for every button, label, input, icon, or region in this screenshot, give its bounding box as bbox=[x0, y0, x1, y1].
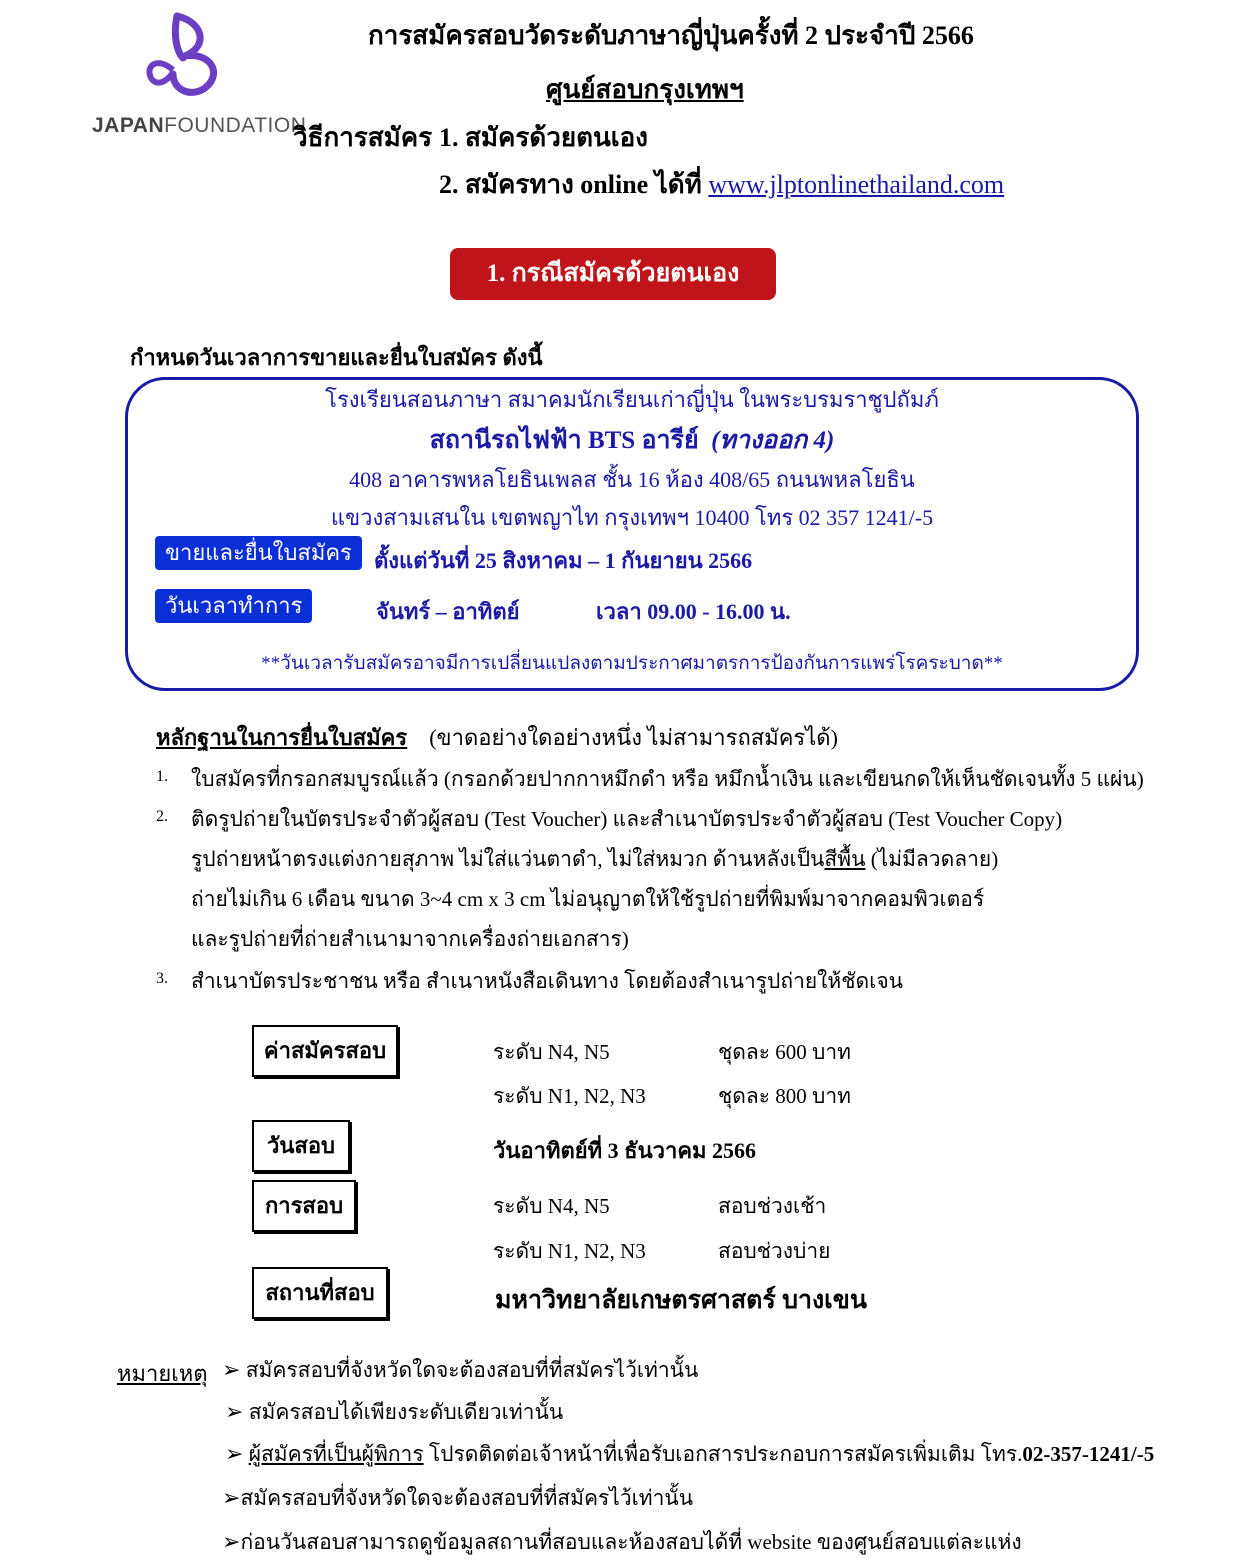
note-item-1: ➢ สมัครสอบที่จังหวัดใดจะต้องสอบที่ที่สมัครไว้เท่านั้น bbox=[222, 1358, 699, 1383]
exam-session-label: การสอบ bbox=[252, 1180, 356, 1232]
fee-level-1: ระดับ N4, N5 bbox=[493, 1040, 610, 1064]
office-time: เวลา 09.00 - 16.00 น. bbox=[596, 599, 791, 624]
evidence-item-3-number: 3. bbox=[156, 970, 168, 987]
session-level-1: ระดับ N4, N5 bbox=[493, 1194, 610, 1218]
office-hours-tag: วันเวลาทำการ bbox=[155, 589, 312, 623]
venue-school: โรงเรียนสอนภาษา สมาคมนักเรียนเก่าญี่ปุ่น ในพระบรมราชูปถัมภ์ bbox=[325, 387, 939, 412]
logo-wordmark: JAPANFOUNDATION bbox=[92, 114, 307, 137]
sale-period-tag: ขายและยื่นใบสมัคร bbox=[155, 536, 362, 570]
fee-level-2: ระดับ N1, N2, N3 bbox=[493, 1084, 646, 1108]
exam-place: มหาวิทยาลัยเกษตรศาสตร์ บางเขน bbox=[495, 1287, 867, 1314]
evidence-item-2-line-3: ถ่ายไม่เกิน 6 เดือน ขนาด 3~4 cm x 3 cm ไม่อนุญาตให้ใช้รูปถ่ายที่พิมพ์มาจากคอมพิวเตอร์ bbox=[191, 887, 985, 911]
note-item-5: ➢ก่อนวันสอบสามารถดูข้อมูลสถานที่สอบและห้องสอบได้ที่ website ของศูนย์สอบแต่ละแห่ง bbox=[222, 1530, 1022, 1555]
session-time-2: สอบช่วงบ่าย bbox=[718, 1239, 831, 1263]
evidence-item-2-line-1: ติดรูปถ่ายในบัตรประจำตัวผู้สอบ (Test Voucher) และสำเนาบัตรประจำตัวผู้สอบ (Test Voucher Copy) bbox=[191, 807, 1063, 831]
fee-price-1: ชุดละ 600 บาท bbox=[718, 1040, 852, 1064]
exam-center: ศูนย์สอบกรุงเทพฯ bbox=[546, 75, 744, 104]
evidence-item-1: ใบสมัครที่กรอกสมบูรณ์แล้ว (กรอกด้วยปากกาหมึกดำ หรือ หมึกน้ำเงิน และเขียนกดให้เห็นชัดเจนทั้ง 5 แผ่น) bbox=[191, 767, 1144, 791]
evidence-item-1-number: 1. bbox=[156, 768, 168, 785]
schedule-heading: กำหนดวันเวลาการขายและยื่นใบสมัคร ดังนี้ bbox=[130, 345, 543, 370]
evidence-heading-note: (ขาดอย่างใดอย่างหนึ่ง ไม่สามารถสมัครได้) bbox=[429, 725, 838, 750]
venue-station: สถานีรถไฟฟ้า BTS อารีย์ (ทางออก 4) bbox=[429, 427, 835, 454]
note-item-3: ➢ ผู้สมัครที่เป็นผู้พิการ โปรดติดต่อเจ้าหน้าที่เพื่อรับเอกสารประกอบการสมัครเพิ่มเติม โทร.02-357-1241/-5 bbox=[225, 1442, 1155, 1467]
exam-place-label: สถานที่สอบ bbox=[252, 1267, 388, 1319]
evidence-heading: หลักฐานในการยื่นใบสมัคร bbox=[156, 725, 408, 750]
arrow-bullet-icon: ➢ bbox=[222, 1358, 241, 1383]
note-item-4: ➢สมัครสอบที่จังหวัดใดจะต้องสอบที่ที่สมัครไว้เท่านั้น bbox=[222, 1486, 694, 1511]
arrow-bullet-icon: ➢ bbox=[225, 1400, 244, 1425]
session-time-1: สอบช่วงเช้า bbox=[718, 1194, 827, 1218]
evidence-heading-row bbox=[156, 720, 838, 755]
evidence-item-2-number: 2. bbox=[156, 808, 168, 825]
method-2: 2. สมัครทาง online ได้ที่ www.jlptonlinethailand.com bbox=[439, 170, 1005, 199]
arrow-bullet-icon: ➢ bbox=[222, 1486, 241, 1511]
jlpt-online-link[interactable]: www.jlptonlinethailand.com bbox=[708, 170, 1005, 199]
evidence-item-2-line-2: รูปถ่ายหน้าตรงแต่งกายสุภาพ ไม่ใส่แว่นตาดำ, ไม่ใส่หมวก ด้านหลังเป็นสีพื้น (ไม่มีลวดลาย) bbox=[191, 847, 999, 871]
page-title: การสมัครสอบวัดระดับภาษาญี่ปุ่นครั้งที่ 2 ประจำปี 2566 bbox=[368, 21, 974, 50]
evidence-item-2-line-4: และรูปถ่ายที่ถ่ายสำเนามาจากเครื่องถ่ายเอกสาร) bbox=[191, 927, 629, 951]
method-label: วิธีการสมัคร bbox=[293, 123, 433, 152]
note-item-2: ➢ สมัครสอบได้เพียงระดับเดียวเท่านั้น bbox=[225, 1400, 564, 1425]
fee-price-2: ชุดละ 800 บาท bbox=[718, 1084, 852, 1108]
japan-foundation-logo bbox=[88, 12, 307, 142]
section-1-banner: 1. กรณีสมัครด้วยตนเอง bbox=[450, 248, 776, 300]
session-level-2: ระดับ N1, N2, N3 bbox=[493, 1239, 646, 1263]
arrow-bullet-icon: ➢ bbox=[225, 1442, 244, 1467]
venue-address-2: แขวงสามเสนใน เขตพญาไท กรุงเทพฯ 10400 โทร 02 357 1241/-5 bbox=[330, 505, 934, 530]
arrow-bullet-icon: ➢ bbox=[222, 1530, 241, 1555]
office-days: จันทร์ – อาทิตย์ bbox=[376, 599, 520, 624]
schedule-notice: **วันเวลารับสมัครอาจมีการเปลี่ยนแปลงตามประกาศมาตรการป้องกันการแพร่โรคระบาด** bbox=[261, 653, 1003, 674]
sale-period: ตั้งแต่วันที่ 25 สิงหาคม – 1 กันยายน 2566 bbox=[374, 548, 753, 573]
evidence-item-3: สำเนาบัตรประชาชน หรือ สำเนาหนังสือเดินทาง โดยต้องสำเนารูปถ่ายให้ชัดเจน bbox=[191, 969, 903, 993]
fee-label: ค่าสมัครสอบ bbox=[252, 1025, 398, 1077]
venue-address-1: 408 อาคารพหลโยธินเพลส ชั้น 16 ห้อง 408/65 ถนนพหลโยธิน bbox=[349, 467, 915, 492]
method-1: 1. สมัครด้วยตนเอง bbox=[439, 123, 648, 152]
butterfly-logo-icon bbox=[143, 12, 223, 104]
exam-date: วันอาทิตย์ที่ 3 ธันวาคม 2566 bbox=[493, 1138, 757, 1163]
exam-date-label: วันสอบ bbox=[252, 1120, 350, 1172]
notes-label: หมายเหตุ bbox=[117, 1361, 208, 1386]
